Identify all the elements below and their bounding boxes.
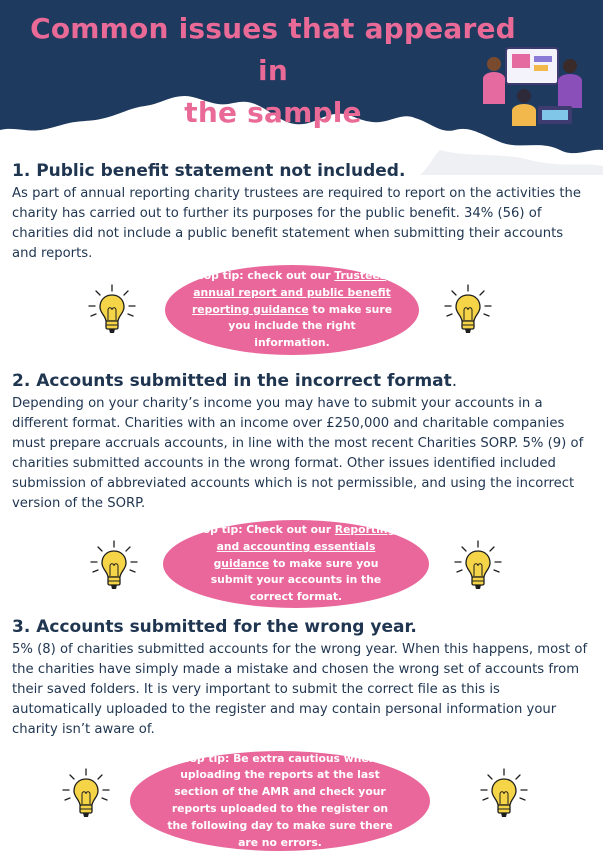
team-meeting-illustration [480, 44, 584, 128]
section-2-heading [12, 371, 457, 391]
tip-1-suffix: to make sure you include the right information. [228, 302, 393, 350]
section-2-heading-text: 2. Accounts submitted in the incorrect format [12, 371, 452, 391]
trustees-annual-report-guidance-link[interactable]: Trustees annual report and public benefit reporting guidance [191, 269, 391, 316]
lightbulb-icon [450, 538, 506, 594]
tip-bubble-3 [130, 751, 430, 851]
section-2-heading-period: . [451, 371, 458, 391]
lightbulb-icon [84, 282, 140, 338]
page-title-line-1: Common issues that appeared in [30, 12, 516, 87]
section-2-body: Depending on your charity’s income you may have to submit your accounts in a different format. Charities with an income over £250,000 and charitable companies must prepare accruals accounts, in line with the most recent Charities SORP. 5% (9) of charities submitted accounts in the wrong format. Other issues identified included submission of abbreviated accounts which is not permissible, and using the incorrect version of the SORP. [12, 396, 584, 511]
tip-bubble-1 [165, 265, 419, 355]
section-1-heading: 1. Public benefit statement not included. [12, 161, 406, 181]
section-1-body: As part of annual reporting charity trustees are required to report on the activities the charity has carried out to further its purposes for the public benefit. 34% (56) of charities did not include a public benefit statement when submitting their accounts and reports. [12, 186, 582, 261]
lightbulb-icon [58, 766, 114, 822]
page-title [18, 8, 528, 134]
tip-1-prefix: Top tip: check out our [197, 269, 335, 283]
lightbulb-icon [476, 766, 532, 822]
tip-3-text: Top tip: Be extra cautious when uploading the reports at the last section of the AMR and check your reports uploaded to the register on the following day to make sure there are no errors. [167, 751, 393, 849]
page-title-line-2: the sample [184, 96, 362, 129]
tip-2-suffix: to make sure you submit your accounts in the correct format. [210, 556, 382, 604]
reporting-accounting-essentials-link[interactable]: Reporting and accounting essentials guidance [213, 523, 396, 570]
lightbulb-icon [86, 538, 142, 594]
tip-bubble-2 [163, 520, 429, 608]
section-3-heading: 3. Accounts submitted for the wrong year. [12, 617, 417, 637]
lightbulb-icon [440, 282, 496, 338]
tip-2-prefix: Top tip: Check out our [196, 523, 335, 537]
section-3-body: 5% (8) of charities submitted accounts for the wrong year. When this happens, most of the charities have simply made a mistake and chosen the wrong set of accounts from their saved folders. It is very important to submit the correct file as this is automatically uploaded to the register and may contain personal information your charity isn’t aware of. [12, 642, 588, 737]
